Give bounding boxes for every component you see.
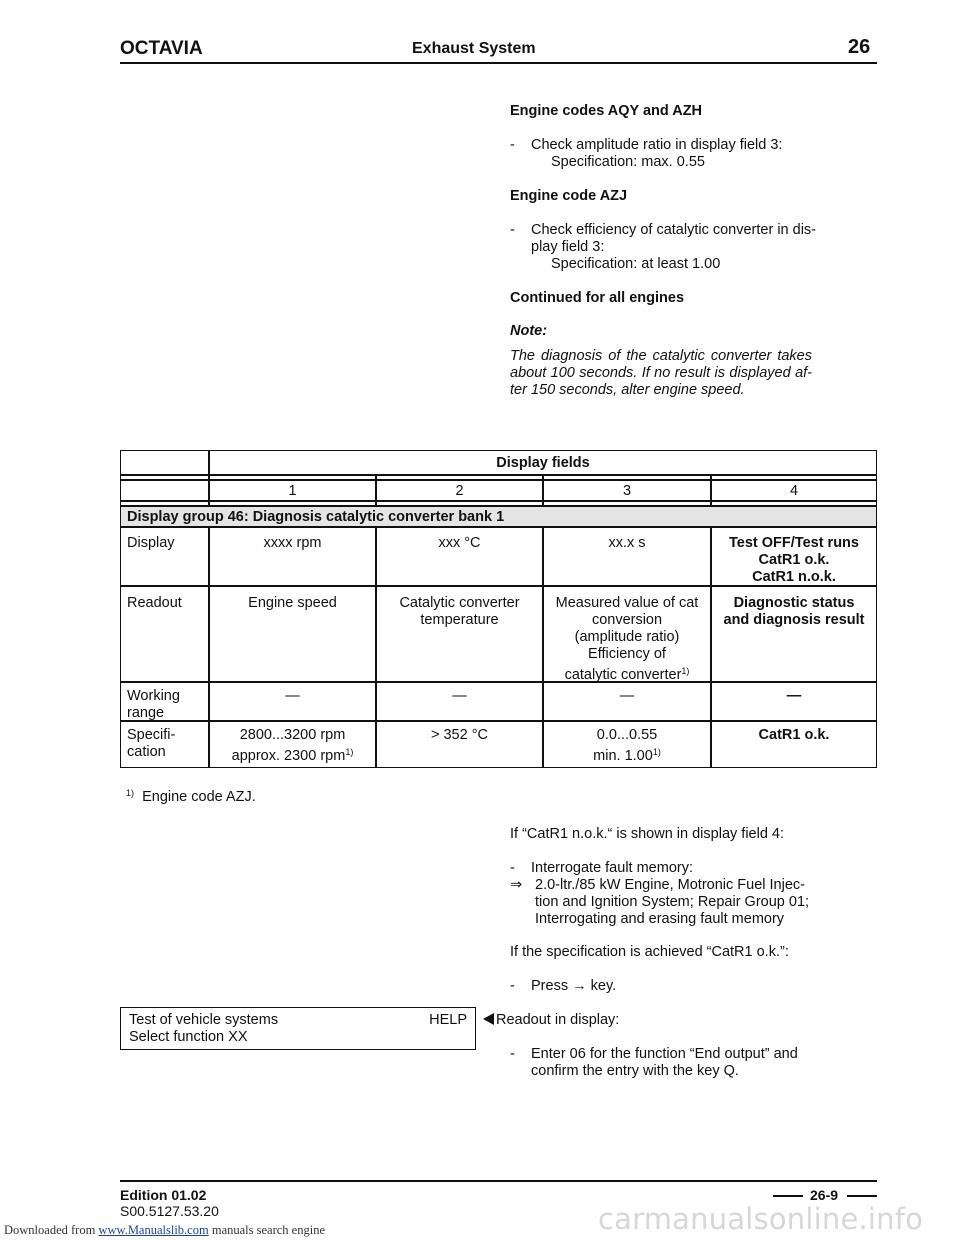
- footnote-text: Engine code AZJ.: [142, 789, 256, 805]
- press-suffix: key.: [590, 978, 617, 994]
- field-number-1: 1: [288, 483, 297, 499]
- working-field-4: —: [786, 688, 802, 704]
- specification-field-1-line: 2800...3200 rpm: [239, 727, 346, 743]
- heading-engine-codes-aqy-azh: Engine codes AQY and AZH: [510, 103, 703, 119]
- reference-line: Interrogating and erasing fault memory: [535, 911, 785, 927]
- footnote-marker: 1): [652, 747, 661, 757]
- display-help: HELP: [429, 1012, 467, 1028]
- watermark-prefix: Downloaded from: [4, 1223, 96, 1237]
- readout-field-2-line: Catalytic converter: [399, 595, 520, 611]
- display-field-1: xxxx rpm: [263, 535, 322, 551]
- edition-label: Edition 01.02: [120, 1187, 207, 1203]
- readout-field-3-line: conversion: [591, 612, 663, 628]
- step-press-key: [510, 978, 833, 995]
- readout-field-1: Engine speed: [248, 595, 337, 611]
- row-label-line: Working: [127, 688, 180, 704]
- step-dash: -: [510, 137, 515, 153]
- step-dash: -: [510, 222, 515, 238]
- specification-max: Specification: max. 0.55: [551, 154, 705, 170]
- note-text: The diagnosis of the catalytic converter takes about 100 seconds. If no result is displayed af- ter 150 seconds, alter engine speed.: [510, 348, 812, 398]
- step-text-line1: Check efficiency of catalytic converter in dis-: [531, 222, 817, 238]
- reference-line: tion and Ignition System; Repair Group 01;: [535, 894, 810, 910]
- step-interrogate-fault-memory: [510, 860, 833, 877]
- tester-display-box: [120, 1007, 476, 1050]
- footer-rule: [120, 1180, 877, 1182]
- page-number-rule: [847, 1195, 877, 1197]
- table-rule: [121, 474, 876, 476]
- page-number-rule: [773, 1195, 803, 1197]
- document-code: S00.5127.53.20: [120, 1203, 219, 1219]
- readout-field-3: [544, 595, 710, 684]
- readout-field-4-line: Diagnostic status: [733, 595, 855, 611]
- footnote-marker: 1): [126, 788, 135, 798]
- display-line-1: Test of vehicle systems: [129, 1012, 279, 1028]
- field-number-3: 3: [622, 483, 632, 499]
- repair-group-number: 26: [848, 36, 871, 58]
- table-rule: [121, 720, 876, 722]
- manualslib-link[interactable]: www.Manualslib.com: [98, 1223, 209, 1237]
- field-number-2: 2: [455, 483, 464, 499]
- row-label-specification: [127, 727, 175, 761]
- footnote-marker: 1): [681, 666, 690, 676]
- table-rule: [121, 526, 876, 528]
- table-rule: [121, 505, 876, 507]
- display-fields-header: Display fields: [496, 455, 590, 471]
- reference-arrow-icon: ⇒: [510, 877, 523, 893]
- display-field-2: xxx °C: [438, 535, 481, 551]
- specification-at-least: Specification: at least 1.00: [551, 256, 721, 272]
- table-rule: [121, 479, 876, 481]
- readout-field-4: [712, 595, 876, 629]
- page-number: 26-9: [810, 1187, 839, 1203]
- working-field-2: —: [452, 688, 467, 704]
- row-label-display: Display: [127, 535, 175, 551]
- step-enter-function: [510, 1046, 833, 1080]
- specification-field-4: CatR1 o.k.: [758, 727, 830, 743]
- step-text: Interrogate fault memory:: [531, 860, 693, 876]
- step-dash: -: [510, 1046, 515, 1062]
- site-watermark: carmanualsonline.info: [598, 1202, 924, 1236]
- working-field-3: —: [619, 688, 635, 704]
- step-check-efficiency: [510, 222, 833, 256]
- step-text: Check amplitude ratio in display field 3:: [531, 137, 783, 153]
- heading-continued-all-engines: Continued for all engines: [510, 290, 685, 306]
- right-arrow-key-icon: →: [572, 978, 587, 994]
- row-label-line: range: [127, 705, 165, 721]
- specification-field-2: > 352 °C: [431, 727, 488, 743]
- readout-in-display-label: Readout in display:: [496, 1012, 620, 1028]
- display-field-4-line: Test OFF/Test runs: [729, 535, 859, 551]
- table-rule: [121, 500, 876, 502]
- display-field-4: [712, 535, 876, 586]
- readout-field-3-line: [544, 663, 710, 684]
- step-text-line2: confirm the entry with the key Q.: [531, 1063, 739, 1079]
- display-field-4-line: CatR1 n.o.k.: [752, 569, 836, 585]
- readout-field-3-line: Measured value of cat: [555, 595, 699, 611]
- press-prefix: Press: [531, 978, 569, 994]
- row-label-line: Specifi-: [127, 727, 176, 743]
- note-label: Note:: [510, 323, 548, 339]
- pointer-triangle-icon: [483, 1013, 494, 1025]
- specification-field-3-line: 0.0...0.55: [596, 727, 658, 743]
- specification-field-3: [544, 727, 710, 765]
- readout-field-2: [377, 595, 542, 629]
- heading-engine-code-azj: Engine code AZJ: [510, 188, 628, 204]
- specification-field-3-line: [544, 744, 710, 765]
- header-rule: [120, 62, 877, 64]
- row-label-readout: Readout: [127, 595, 182, 611]
- manual-brand: OCTAVIA: [120, 38, 203, 59]
- section-title: Exhaust System: [412, 40, 536, 57]
- readout-field-3-line: (amplitude ratio): [574, 629, 680, 645]
- display-line-2: Select function XX: [129, 1029, 248, 1045]
- download-source-watermark: [4, 1223, 325, 1238]
- readout-field-4-line: and diagnosis result: [723, 612, 865, 628]
- intro-catr1-nok: If “CatR1 n.o.k.“ is shown in display field 4:: [510, 826, 785, 842]
- display-field-3: xx.x s: [608, 535, 646, 551]
- display-field-4-line: CatR1 o.k.: [758, 552, 830, 568]
- display-group-title: Display group 46: Diagnosis catalytic converter bank 1: [127, 509, 505, 525]
- readout-field-2-line: temperature: [420, 612, 499, 628]
- readout-field-3-line: Efficiency of: [588, 646, 666, 662]
- step-text-line1: Enter 06 for the function “End output” and: [531, 1046, 798, 1062]
- specification-field-1-text: approx. 2300 rpm: [231, 748, 346, 764]
- specification-field-3-text: min. 1.00: [593, 748, 653, 764]
- step-dash: -: [510, 860, 515, 876]
- row-label-line: cation: [127, 744, 166, 760]
- step-text-line2: play field 3:: [531, 239, 605, 255]
- field-number-4: 4: [789, 483, 799, 499]
- footnote-marker: 1): [345, 747, 354, 757]
- specification-field-1: [210, 727, 375, 765]
- table-rule: [121, 681, 876, 683]
- row-label-working-range: [127, 688, 180, 722]
- readout-field-3-text: catalytic converter: [564, 667, 682, 683]
- step-dash: -: [510, 978, 515, 994]
- specification-field-1-line: [210, 744, 375, 765]
- table-footnote: [126, 788, 256, 805]
- repair-group-reference: [510, 877, 822, 928]
- step-check-amplitude: [510, 137, 833, 154]
- display-group-table: [120, 450, 877, 768]
- working-field-1: —: [285, 688, 300, 704]
- reference-line: 2.0-ltr./85 kW Engine, Motronic Fuel Injec-: [535, 877, 805, 893]
- watermark-suffix: manuals search engine: [211, 1223, 325, 1237]
- intro-spec-achieved: If the specification is achieved “CatR1 o.k.”:: [510, 944, 789, 960]
